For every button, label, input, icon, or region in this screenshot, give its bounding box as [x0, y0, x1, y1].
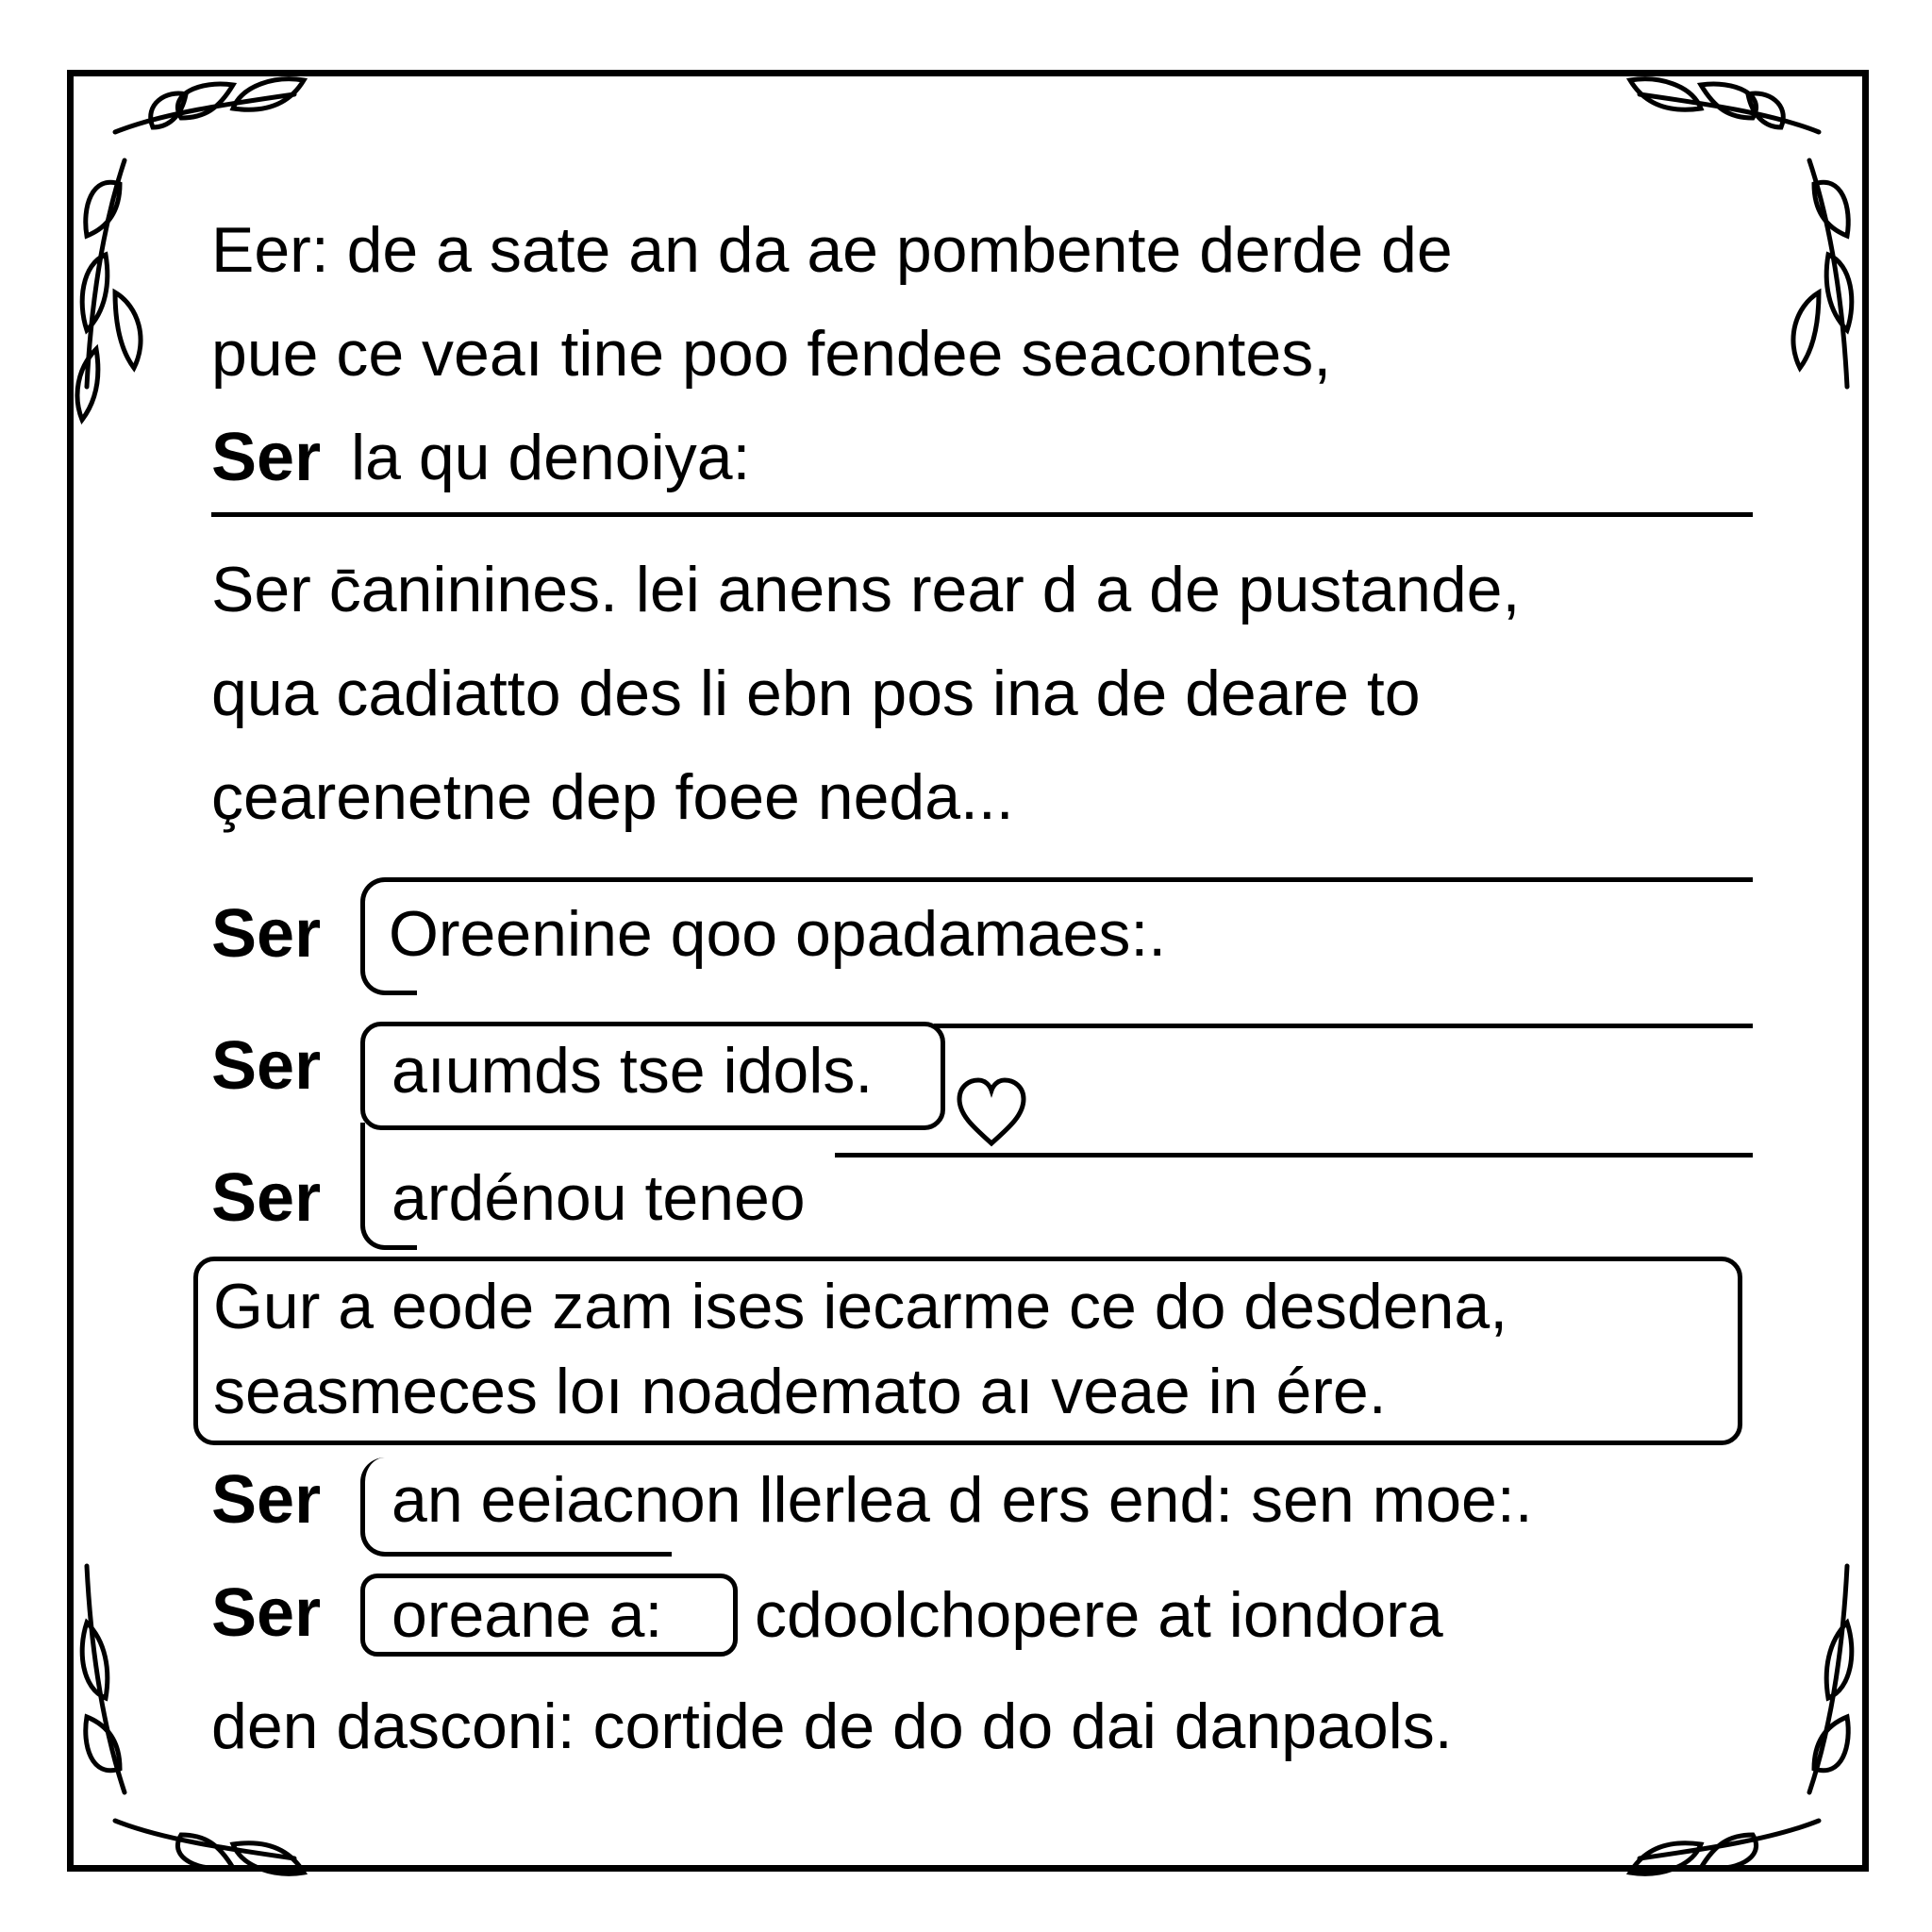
heart-icon	[955, 1075, 1028, 1151]
dropdown-value[interactable]: oreane a:	[391, 1579, 663, 1651]
field-trailing-text: cdoolchopere at iondora	[755, 1579, 1443, 1651]
closing-line: den dasconi: cortide de do do dai danpaols.	[211, 1690, 1453, 1762]
notice-line-2: seasmeces loı noademato aı veae in ére.	[213, 1356, 1387, 1427]
divider	[211, 512, 1753, 517]
text-field[interactable]: an eeiacnon llerlea d ers end: sen moe:.	[391, 1464, 1533, 1536]
field-top-rule	[396, 877, 1753, 882]
intro-line-3: la qu denoiya:	[351, 422, 751, 493]
intro-line-2: pue ce veaı tine poo fendee seacontes,	[211, 318, 1332, 390]
field-label: Ser	[211, 896, 322, 972]
leaf-ornament-icon	[1630, 75, 1857, 453]
intro-label: Ser	[211, 420, 322, 495]
text-field[interactable]: aıumds tse idols.	[391, 1035, 874, 1107]
leaf-ornament-icon	[1630, 1500, 1857, 1877]
field-label: Ser	[211, 1575, 322, 1651]
notice-line-1: Gur a eode zam ises iecarme ce do desdena,	[213, 1271, 1508, 1342]
field-label: Ser	[211, 1462, 322, 1538]
field-label: Ser	[211, 1028, 322, 1104]
intro-line-1: Eer: de a sate an da ae pombente derde de	[211, 214, 1453, 286]
field-top-rule	[835, 1153, 1753, 1158]
field-label: Ser	[211, 1160, 322, 1236]
field-top-rule	[934, 1024, 1753, 1028]
text-field[interactable]: ardénou teneo	[391, 1162, 806, 1234]
text-field[interactable]: Oreenine qoo opadamaes:.	[389, 898, 1167, 970]
paragraph-line-2: qua cadiatto des li ebn pos ina de deare to	[211, 658, 1421, 729]
paragraph-line-1: Ser c̄aninines. lei anens rear d a de pustande,	[211, 554, 1521, 625]
paragraph-line-3: çearenetne dep foee neda...	[211, 761, 1014, 833]
